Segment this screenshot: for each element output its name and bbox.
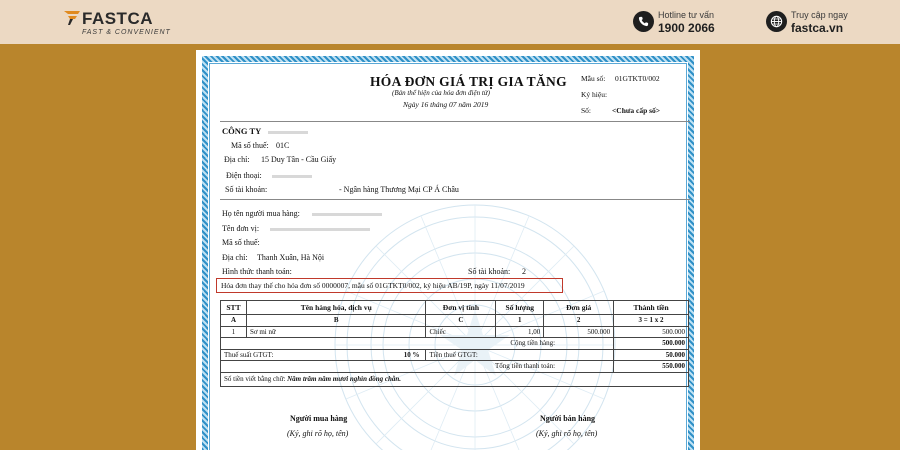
table-header-cell: Số lượng [496, 301, 544, 315]
table-code-cell: A [221, 315, 247, 327]
redacted-buyer-name [312, 213, 382, 216]
seller-account-label: Số tài khoản: [225, 185, 268, 194]
divider-middle [220, 199, 690, 200]
phone-icon [633, 11, 654, 32]
vat-row [221, 349, 689, 361]
invoice-number-value: <Chưa cấp số> [612, 106, 661, 115]
buyer-tax-label: Mã số thuế: [222, 238, 260, 247]
table-code-row [221, 315, 689, 327]
form-number-value: 01GTKT0/002 [615, 74, 660, 83]
subtotal-label: Cộng tiền hàng: [221, 338, 614, 350]
vat-rate-value: 10 % [403, 350, 420, 359]
table-header-row [221, 301, 689, 315]
table-code-cell: B [246, 315, 426, 327]
vat-rate-label: Thuế suất GTGT: [224, 350, 274, 359]
buyer-signature-title: Người mua hàng [290, 414, 348, 423]
seller-signature-note: (Ký, ghi rõ họ, tên) [536, 429, 598, 438]
website-url[interactable]: fastca.vn [791, 21, 844, 35]
replacement-notice-text: Hóa đơn thay thế cho hóa đơn số 0000007, mẫu số 01GTKT0/002, ký hiệu AB/19P, ngày 11/07/2019 [221, 281, 525, 290]
form-number-label: Mẫu số: [581, 74, 606, 83]
seller-address-label: Địa chỉ: [224, 155, 250, 164]
amount-in-words-cell [221, 372, 689, 386]
invoice-subtitle: (Bản thể hiện của hóa đơn điện tử) [392, 89, 490, 97]
invoice-number-label: Số: [581, 106, 592, 115]
table-header-cell: STT [221, 301, 247, 315]
brand-name: FASTCA [82, 9, 153, 28]
table-cell-item: Sơ mi nữ [246, 326, 426, 338]
seller-signature-title: Người bán hàng [540, 414, 596, 423]
buyer-account-label: Số tài khoản: [468, 267, 511, 276]
table-header-cell: Đơn giá [544, 301, 614, 315]
redacted-seller-phone [272, 175, 312, 178]
table-header-cell: Thành tiền [614, 301, 689, 315]
buyer-address-value: Thanh Xuân, Hà Nội [257, 253, 325, 262]
payment-method-label: Hình thức thanh toán: [222, 267, 292, 276]
table-cell-qty: 1,00 [496, 326, 544, 338]
table-code-cell: 2 [544, 315, 614, 327]
total-value: 550.000 [614, 361, 689, 373]
redacted-seller-name [268, 131, 308, 134]
site-header [0, 0, 900, 44]
brand-tagline: FAST & CONVENIENT [82, 29, 171, 36]
subtotal-value: 500.000 [614, 338, 689, 350]
table-row [221, 326, 689, 338]
hotline-number[interactable]: 1900 2066 [658, 21, 715, 35]
vat-amount-value: 50.000 [614, 349, 689, 361]
table-code-cell: C [426, 315, 496, 327]
table-cell-amount: 500.000 [614, 326, 689, 338]
amount-in-words-row [221, 372, 689, 386]
buyer-unit-label: Tên đơn vị: [222, 224, 260, 233]
symbol-label: Ký hiệu: [581, 90, 608, 99]
fastca-logo-icon [64, 11, 80, 25]
amount-in-words-value: Năm trăm năm mươi nghìn đồng chẵn. [287, 375, 402, 383]
table-cell-unit: Chiếc [426, 326, 496, 338]
replacement-notice [216, 278, 563, 293]
total-row [221, 361, 689, 373]
invoice-title: HÓA ĐƠN GIÁ TRỊ GIA TĂNG [370, 74, 567, 89]
buyer-name-label: Họ tên người mua hàng: [222, 209, 300, 218]
table-cell-price: 500.000 [544, 326, 614, 338]
subtotal-row [221, 338, 689, 350]
total-label: Tổng tiền thanh toán: [221, 361, 614, 373]
invoice-items-table [220, 300, 689, 387]
buyer-signature-note: (Ký, ghi rõ họ, tên) [287, 429, 349, 438]
buyer-address-label: Địa chỉ: [222, 253, 248, 262]
invoice-date: Ngày 16 tháng 07 năm 2019 [403, 100, 489, 109]
table-header-cell: Tên hàng hóa, dịch vụ [246, 301, 426, 315]
globe-icon [766, 11, 787, 32]
amount-in-words-label: Số tiền viết bằng chữ: [224, 375, 286, 383]
table-header-cell: Đơn vị tính [426, 301, 496, 315]
vat-rate-cell [221, 349, 426, 361]
seller-tax-label: Mã số thuế: [231, 141, 269, 150]
table-cell-stt: 1 [221, 326, 247, 338]
table-code-cell: 1 [496, 315, 544, 327]
divider-top [220, 121, 690, 122]
seller-account-value: - Ngân hàng Thương Mại CP Á Châu [339, 185, 459, 194]
seller-tax-value: 01C [276, 141, 290, 150]
buyer-account-value: 2 [522, 267, 526, 276]
redacted-buyer-unit [270, 228, 370, 231]
website-label: Truy cập ngay [791, 10, 848, 20]
vat-amount-label: Tiền thuế GTGT: [426, 349, 614, 361]
table-code-cell: 3 = 1 x 2 [614, 315, 689, 327]
seller-phone-label: Điện thoại: [226, 171, 262, 180]
hotline-label: Hotline tư vấn [658, 10, 715, 20]
seller-address-value: 15 Duy Tân - Cầu Giấy [261, 155, 337, 164]
seller-name: CÔNG TY [222, 126, 262, 136]
